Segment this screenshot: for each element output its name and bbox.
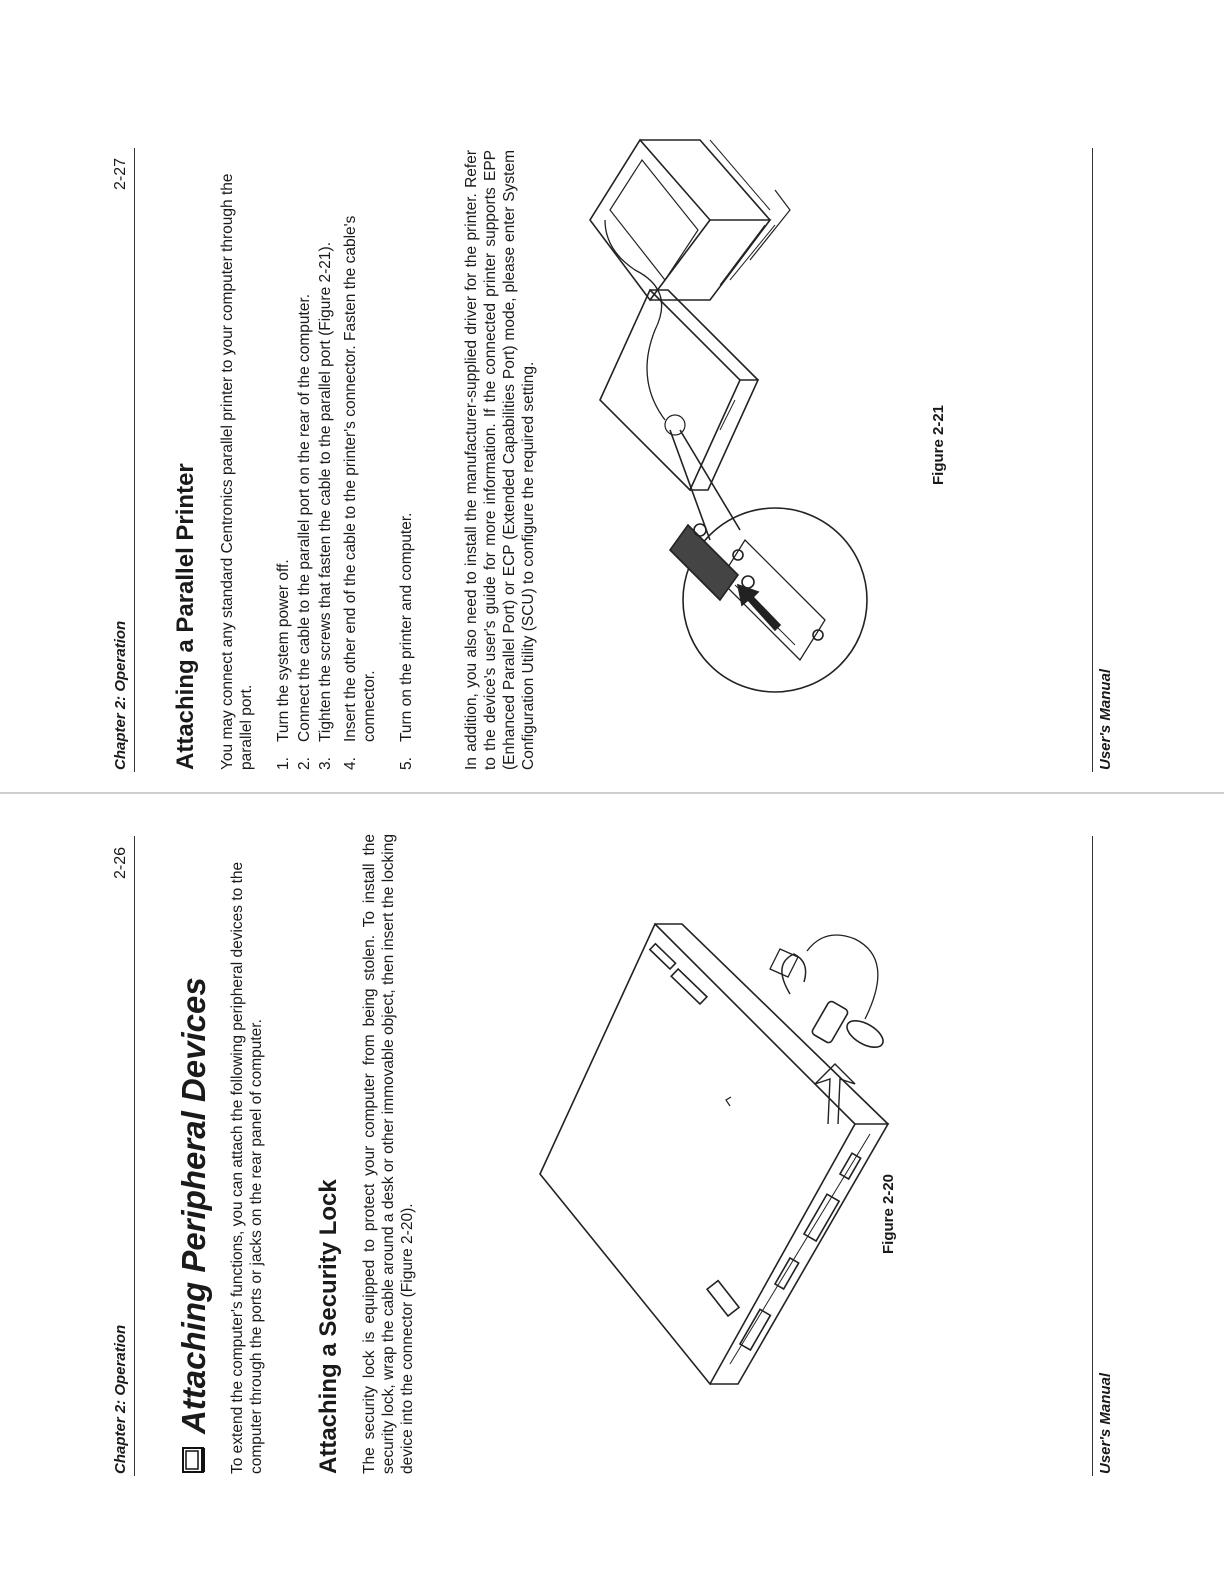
header-rule bbox=[134, 148, 135, 772]
setup-steps-list bbox=[274, 150, 418, 770]
figure-parallel-printer-connection bbox=[570, 130, 930, 730]
page-spine-divider bbox=[0, 792, 1224, 794]
list-spacer bbox=[381, 150, 395, 770]
list-item bbox=[397, 150, 416, 770]
page-header-chapter: Chapter 2: Operation bbox=[112, 620, 129, 770]
step-text: Tighten the screws that fasten the cable to the parallel port (Figure 2-21). bbox=[317, 242, 334, 742]
parallel-printer-intro: You may connect any standard Centronics parallel printer to your computer through the parallel port. bbox=[219, 173, 255, 770]
manual-book-icon bbox=[181, 1446, 207, 1474]
figure-notebook-security-lock bbox=[470, 904, 910, 1424]
page-footer: User's Manual bbox=[1097, 668, 1114, 770]
list-item bbox=[316, 150, 335, 770]
list-item bbox=[295, 150, 314, 770]
intro-paragraph: To extend the computer's functions, you can attach the following peripheral devices to the computer through the ports or jacks on the rear panel of computer. bbox=[229, 861, 265, 1474]
driver-note-paragraph: In addition, you also need to install the manufacturer-supplied driver for the printer. Refer to the device's user's guide for more information. If the connected printer supports EPP (Enhanced Parallel Port) or ECP (Extended Capabilities Port) mode, please enter System Configuration Utility (SCU) to configure the required setting. bbox=[463, 150, 537, 770]
figure-2-20-caption: Figure 2-20 bbox=[880, 1173, 897, 1254]
footer-rule bbox=[1092, 836, 1093, 1476]
step-text: Connect the cable to the parallel port on the rear of the computer. bbox=[296, 293, 313, 742]
parallel-printer-heading: Attaching a Parallel Printer bbox=[172, 463, 199, 770]
security-lock-heading: Attaching a Security Lock bbox=[315, 1179, 342, 1474]
page-2-26 bbox=[0, 794, 1224, 1584]
list-item bbox=[341, 150, 379, 770]
step-text: Turn the system power off. bbox=[275, 559, 292, 742]
footer-rule bbox=[1092, 148, 1093, 772]
header-rule bbox=[134, 836, 135, 1476]
step-number: 5. bbox=[398, 757, 415, 770]
page-title-text: Attaching Peripheral Devices bbox=[175, 977, 212, 1434]
figure-2-21-caption: Figure 2-21 bbox=[930, 404, 947, 485]
page-number: 2-26 bbox=[112, 846, 129, 879]
page-2-27 bbox=[0, 0, 1224, 790]
page-header-chapter: Chapter 2: Operation bbox=[112, 1324, 129, 1474]
step-text: Insert the other end of the cable to the printer's connector. Fasten the cable's connector. bbox=[342, 215, 378, 742]
security-lock-paragraph: The security lock is equipped to protect your computer from being stolen. To install the security lock, wrap the cable around a desk or other immovable object, then insert the locking device into the connector (Figure 2-20). bbox=[361, 834, 416, 1474]
step-number: 3. bbox=[317, 757, 334, 770]
page-footer: User's Manual bbox=[1097, 1372, 1114, 1474]
step-number: 1. bbox=[275, 757, 292, 770]
page-number: 2-27 bbox=[112, 157, 129, 190]
list-item bbox=[274, 150, 293, 770]
page-title bbox=[175, 977, 213, 1474]
step-number: 2. bbox=[296, 757, 313, 770]
step-number: 4. bbox=[342, 757, 359, 770]
step-text: Turn on the printer and computer. bbox=[398, 512, 415, 742]
